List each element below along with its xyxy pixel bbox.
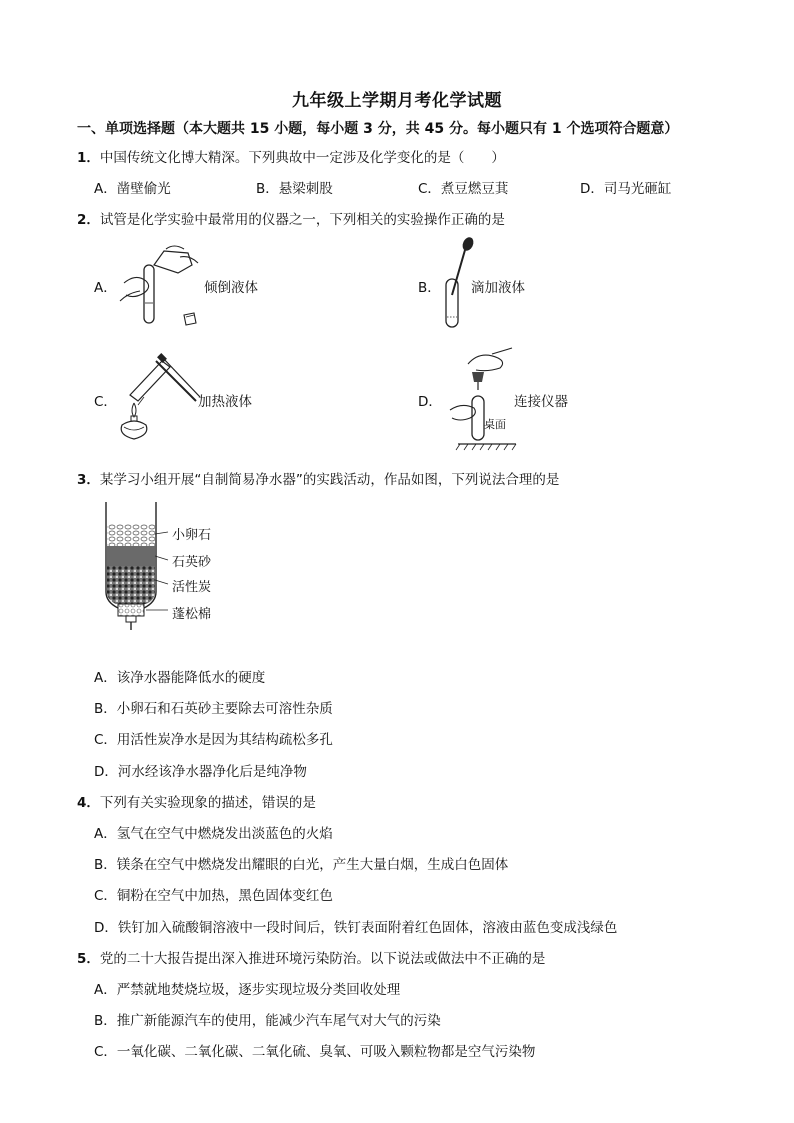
connecting-apparatus-figure	[448, 344, 518, 454]
question-stem: 中国传统文化博大精深。下列典故中一定涉及化学变化的是（ ）	[99, 150, 505, 166]
q4-option-a: A．氢气在空气中燃烧发出淡蓝色的火焰	[94, 826, 333, 842]
q2-option-c-letter: C．	[94, 394, 117, 410]
q3-option-d: D．河水经该净水器净化后是纯净物	[94, 764, 307, 780]
q3-option-a: A．该净水器能降低水的硬度	[94, 670, 266, 686]
q1-option-c: C．煮豆燃豆萁	[418, 181, 509, 197]
q2-option-b-caption: 滴加液体	[471, 280, 525, 296]
quartz-sand-layer-label: 石英砂	[172, 555, 212, 570]
q3-option-b: B．小卵石和石英砂主要除去可溶性杂质	[94, 701, 333, 717]
question-number: 5．	[77, 951, 100, 967]
pebble-layer-label: 小卵石	[172, 528, 212, 543]
question-number: 2．	[77, 212, 100, 228]
question-stem: 某学习小组开展“自制简易净水器”的实践活动，作品如图，下列说法合理的是	[99, 472, 560, 488]
desk-label: 桌面	[484, 418, 506, 431]
question-number: 3．	[77, 472, 100, 488]
q1-option-a: A．凿壁偷光	[94, 181, 171, 197]
q5-option-c: C．一氧化碳、二氧化碳、二氧化硫、臭氧、可吸入颗粒物都是空气污染物	[94, 1044, 536, 1060]
q2-option-d-letter: D．	[418, 394, 442, 410]
section-heading: 一、单项选择题（本大题共 15 小题，每小题 3 分，共 45 分。每小题只有 1 个选项符合题意）	[77, 121, 679, 137]
water-purifier-figure	[100, 500, 170, 632]
page-title: 九年级上学期月考化学试题	[292, 91, 502, 111]
question-1	[77, 146, 505, 166]
question-number: 1．	[77, 150, 100, 166]
q4-option-b: B．镁条在空气中燃烧发出耀眼的白光，产生大量白烟，生成白色固体	[94, 857, 509, 873]
cotton-layer-label: 蓬松棉	[172, 607, 212, 622]
q4-option-d: D．铁钉加入硫酸铜溶液中一段时间后，铁钉表面附着红色固体，溶液由蓝色变成浅绿色	[94, 920, 618, 936]
q2-option-a-letter: A．	[94, 280, 117, 296]
q1-option-b: B．悬梁刺股	[256, 181, 333, 197]
q5-option-a: A．严禁就地焚烧垃圾，逐步实现垃圾分类回收处理	[94, 982, 401, 998]
q2-option-c-caption: 加热液体	[198, 394, 252, 410]
q2-option-d-caption: 连接仪器	[514, 394, 568, 410]
question-stem: 试管是化学实验中最常用的仪器之一，下列相关的实验操作正确的是	[99, 212, 505, 228]
question-3	[77, 468, 559, 488]
heating-liquid-figure	[116, 353, 202, 443]
q5-option-b: B．推广新能源汽车的使用，能减少汽车尾气对大气的污染	[94, 1013, 441, 1029]
question-2	[77, 208, 505, 228]
question-stem: 下列有关实验现象的描述，错误的是	[99, 795, 316, 811]
q2-option-a-caption: 倾倒液体	[204, 280, 258, 296]
activated-carbon-layer-label: 活性炭	[172, 580, 212, 595]
q4-option-c: C．铜粉在空气中加热，黑色固体变红色	[94, 888, 333, 904]
pouring-liquid-figure	[118, 243, 208, 333]
q2-option-b-letter: B．	[418, 280, 441, 296]
question-4	[77, 791, 316, 811]
question-stem: 党的二十大报告提出深入推进环境污染防治。以下说法或做法中不正确的是	[99, 951, 546, 967]
q3-option-c: C．用活性炭净水是因为其结构疏松多孔	[94, 732, 333, 748]
question-5	[77, 947, 545, 967]
q1-option-d: D．司马光砸缸	[580, 181, 672, 197]
question-number: 4．	[77, 795, 100, 811]
